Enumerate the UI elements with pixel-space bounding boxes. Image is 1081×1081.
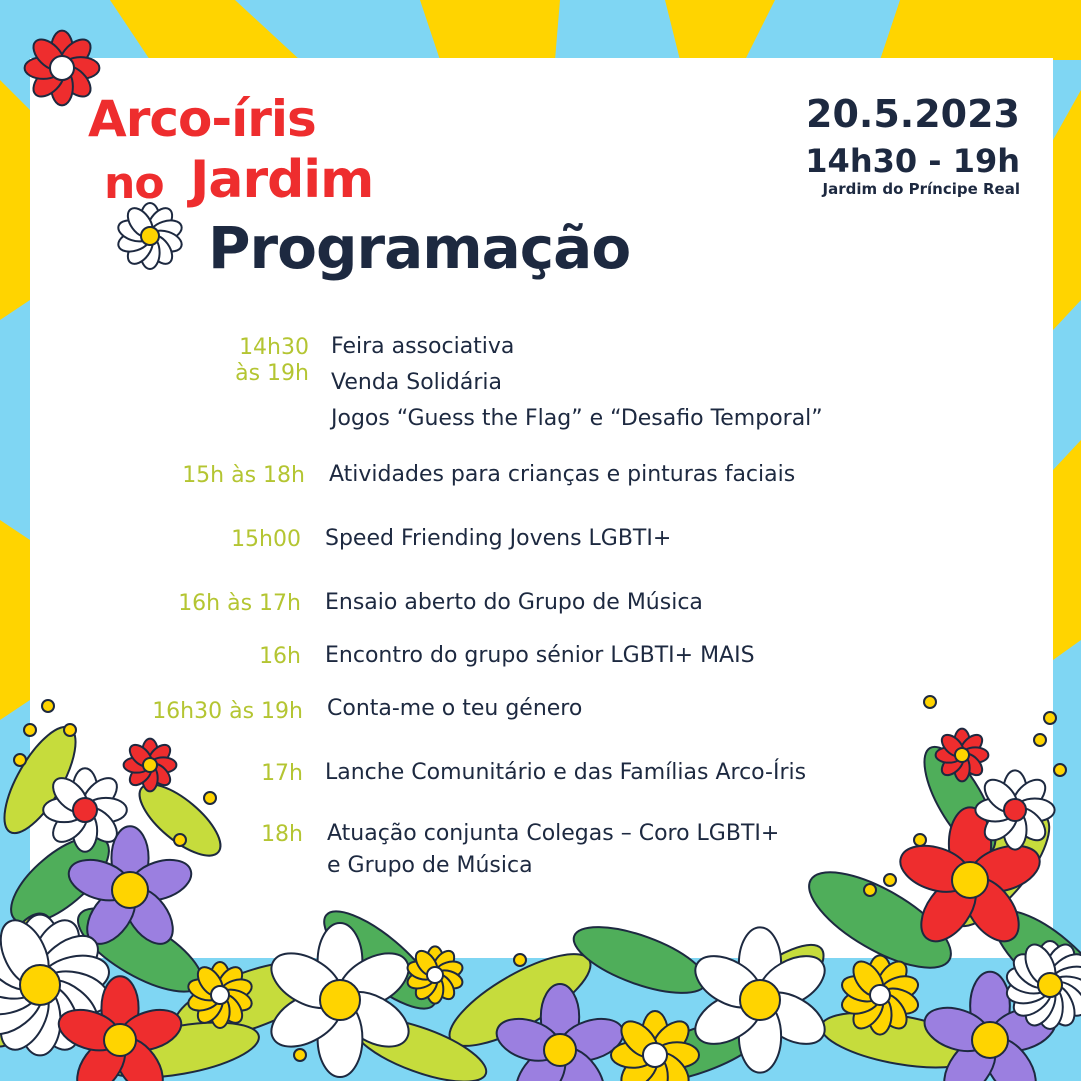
dot-icon <box>864 884 876 896</box>
dot-icon <box>884 874 896 886</box>
schedule-time: 15h às 18h <box>182 463 305 488</box>
schedule-activity: Conta-me o teu género <box>327 696 583 721</box>
flower-icon <box>936 729 989 782</box>
schedule-activity: Atuação conjunta Colegas – Coro LGBTI+ <box>327 821 780 846</box>
event-venue: Jardim do Príncipe Real <box>822 180 1020 198</box>
schedule-time: 18h <box>261 822 303 847</box>
dot-icon <box>294 1049 306 1061</box>
logo-line-1: Arco-íris <box>88 90 316 148</box>
dot-icon <box>514 954 526 966</box>
dot-icon <box>1044 712 1056 724</box>
dot-icon <box>914 834 926 846</box>
schedule-activity: Venda Solidária <box>331 370 502 395</box>
flower-icon <box>124 739 177 792</box>
schedule-activity: Lanche Comunitário e das Famílias Arco-Íris <box>325 760 807 785</box>
schedule-time: 15h00 <box>231 527 301 552</box>
logo-line-2-jardim: Jardim <box>190 150 374 210</box>
dot-icon <box>1034 734 1046 746</box>
leaf-icon <box>566 914 714 1007</box>
logo-line-2-no: no <box>104 158 164 209</box>
schedule-time-end: às 19h <box>235 361 309 386</box>
page-title: Programação <box>208 214 631 282</box>
schedule-time: 14h30 <box>239 335 309 360</box>
schedule-activity: Encontro do grupo sénior LGBTI+ MAIS <box>325 643 755 668</box>
event-date: 20.5.2023 <box>806 92 1020 136</box>
event-time: 14h30 - 19h <box>805 142 1020 180</box>
schedule-activity: Ensaio aberto do Grupo de Música <box>325 590 703 615</box>
flower-icon <box>116 203 185 269</box>
schedule-time: 16h <box>259 644 301 669</box>
schedule-time: 16h30 às 19h <box>152 699 303 724</box>
schedule-activity: Atividades para crianças e pinturas faciais <box>329 462 796 487</box>
dot-icon <box>1054 764 1066 776</box>
flower-icon <box>975 770 1054 849</box>
schedule-activity: Jogos “Guess the Flag” e “Desafio Temporal” <box>331 406 823 431</box>
schedule-time: 17h <box>261 761 303 786</box>
schedule-activity: e Grupo de Música <box>327 853 533 878</box>
flower-icon <box>611 1011 699 1081</box>
dot-icon <box>24 724 36 736</box>
dot-icon <box>42 700 54 712</box>
dot-icon <box>174 834 186 846</box>
dot-icon <box>924 696 936 708</box>
schedule-time: 16h às 17h <box>178 591 301 616</box>
dot-icon <box>64 724 76 736</box>
dot-icon <box>14 754 26 766</box>
schedule-activity: Feira associativa <box>331 334 515 359</box>
dot-icon <box>204 792 216 804</box>
schedule-activity: Speed Friending Jovens LGBTI+ <box>325 526 672 551</box>
